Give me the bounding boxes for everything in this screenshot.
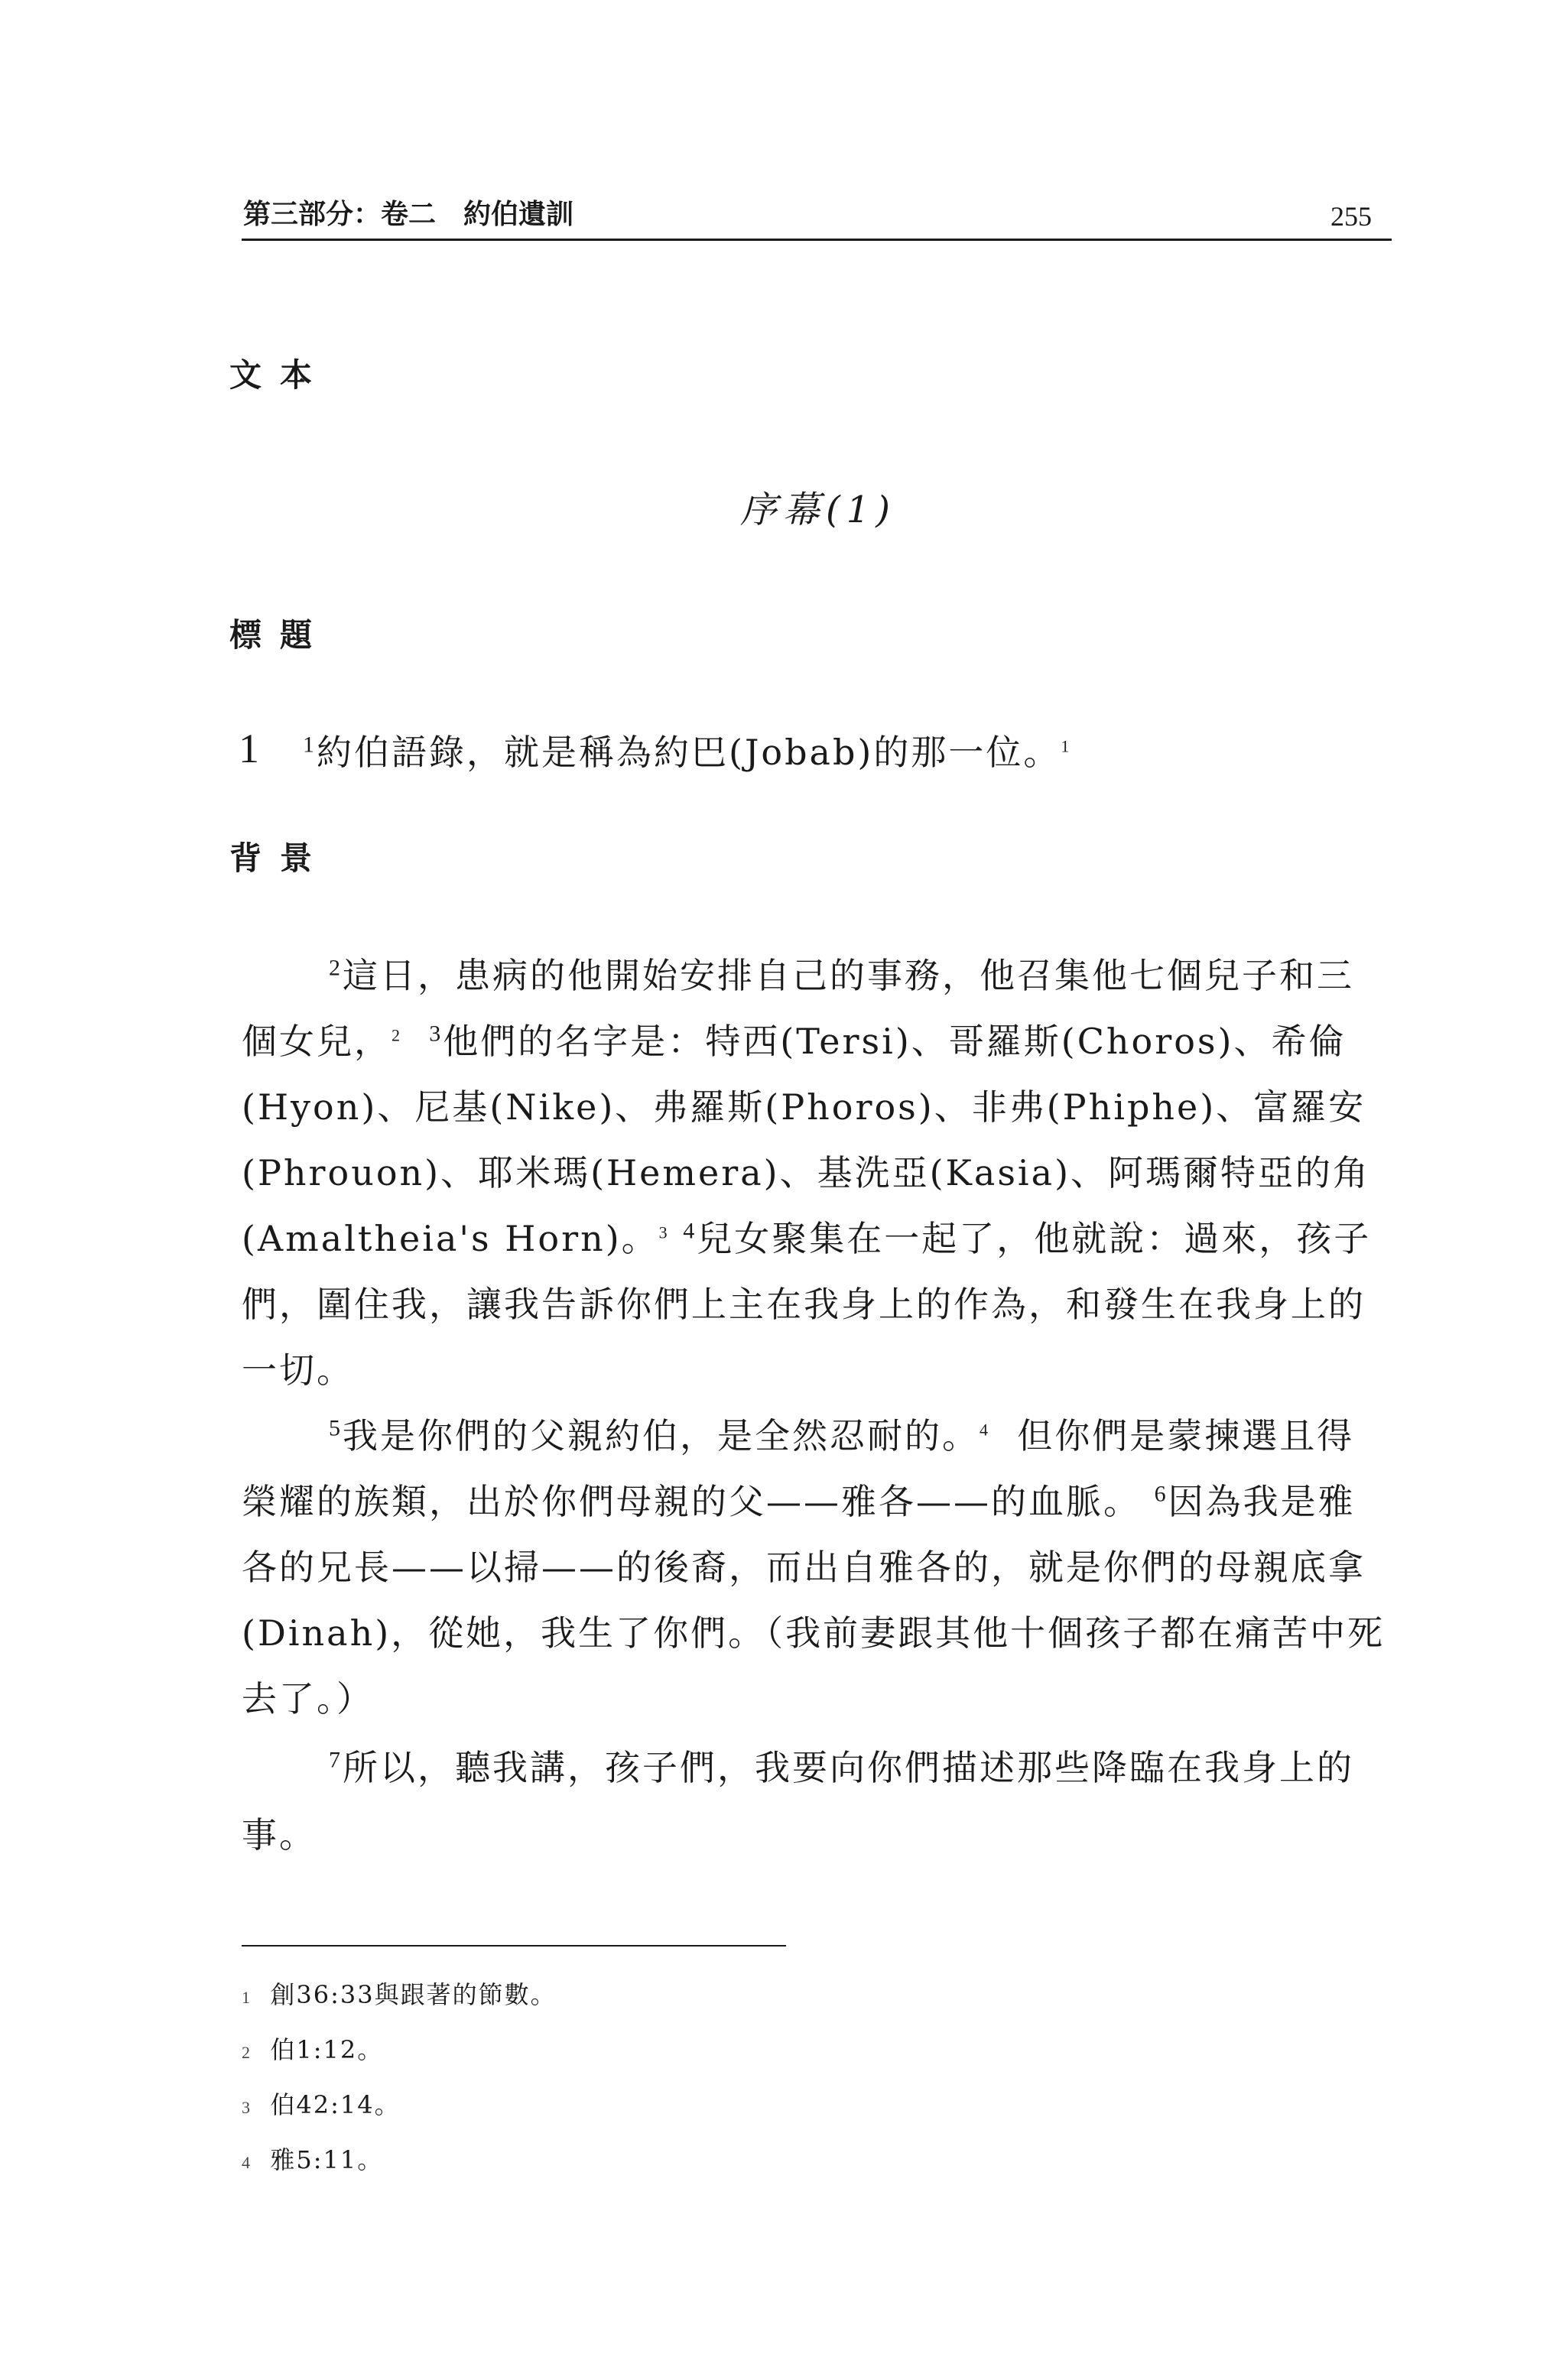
para1-line3: (Hyon)、尼基(Nike)、弗羅斯(Phoros)、非弗(Phiphe)、富羅安 (242, 1086, 1366, 1128)
heading-background: 背景 (229, 839, 331, 877)
para2-line3: 各的兄長——以掃——的後裔，而出自雅各的，就是你們的母親底拿 (242, 1547, 1366, 1588)
para1-line6: 們，圍住我，讓我告訴你們上主在我身上的作為，和發生在我身上的 (242, 1284, 1366, 1325)
text-run: (Amaltheia's Horn)。 (242, 1218, 659, 1259)
para3-line2: 事。 (242, 1814, 317, 1856)
para1-line1 (329, 948, 1354, 998)
verse-number: 3 (429, 1021, 443, 1047)
footnote-mark: 4 (242, 2153, 252, 2172)
verse-number: 4 (683, 1218, 697, 1244)
chapter-title: 序幕(1) (740, 489, 896, 531)
footnote-rule (242, 1945, 786, 1947)
header-rule (242, 239, 1392, 241)
text-run: 這日，患病的他開始安排自己的事務，他召集他七個兒子和三 (343, 955, 1354, 996)
footnote-2 (242, 2031, 383, 2066)
footnote-ref: 3 (658, 1222, 670, 1242)
verse-number: 5 (329, 1415, 343, 1441)
text-run: 我是你們的父親約伯，是全然忍耐的。 (343, 1415, 980, 1456)
section-heading-text: 文本 (229, 356, 331, 394)
text-run: 因為我是雅 (1168, 1481, 1356, 1522)
running-header-title: 第三部分：卷二 約伯遺訓 (243, 199, 574, 230)
verse-number: 7 (329, 1747, 343, 1773)
text-run: 但你們是蒙揀選且得 (1017, 1415, 1355, 1456)
chapter-number: 1 (239, 726, 259, 771)
para2-line2 (242, 1474, 1356, 1524)
footnote-ref: 1 (1061, 736, 1072, 756)
para1-line7: 一切。 (242, 1349, 354, 1391)
para1-line2 (242, 1014, 1346, 1064)
footnote-text: 創36:33與跟著的節數。 (270, 1980, 557, 2009)
verse-1 (303, 725, 1071, 775)
footnote-text: 伯1:12。 (270, 2035, 384, 2064)
footnote-4 (242, 2141, 383, 2176)
verse-number: 1 (303, 732, 317, 758)
footnote-3 (242, 2086, 401, 2121)
para2-line5: 去了。） (242, 1678, 374, 1719)
text-run: 他們的名字是：特西(Tersi)、哥羅斯(Choros)、希倫 (443, 1021, 1347, 1062)
footnote-1 (242, 1976, 557, 2011)
para2-line1 (329, 1408, 1354, 1459)
page-number: 255 (1330, 201, 1372, 232)
verse-number: 2 (329, 955, 343, 981)
para2-line4: (Dinah)，從她，我生了你們。（我前妻跟其他十個孩子都在痛苦中死 (242, 1612, 1386, 1654)
heading-title: 標題 (229, 616, 331, 654)
para1-line4: (Phrouon)、耶米瑪(Hemera)、基洗亞(Kasia)、阿瑪爾特亞的角 (242, 1152, 1371, 1193)
para3-line1 (329, 1740, 1354, 1791)
verse-text: 約伯語錄，就是稱為約巴(Jobab)的那一位。 (317, 732, 1061, 773)
footnote-ref: 4 (980, 1420, 990, 1440)
text-run: 榮耀的族類，出於你們母親的父——雅各——的血脈。 (242, 1481, 1141, 1522)
text-run: 所以，聽我講，孩子們，我要向你們描述那些降臨在我身上的 (343, 1747, 1354, 1788)
verse-number: 6 (1154, 1481, 1168, 1507)
footnote-ref: 2 (392, 1025, 402, 1045)
footnote-mark: 1 (242, 1988, 252, 2007)
footnote-text: 伯42:14。 (270, 2090, 401, 2119)
footnote-text: 雅5:11。 (270, 2145, 384, 2174)
para1-line5 (242, 1211, 1371, 1261)
footnote-mark: 3 (242, 2098, 252, 2117)
text-run: 兒女聚集在一起了，他就說：過來，孩子 (697, 1218, 1372, 1259)
footnote-mark: 2 (242, 2043, 252, 2062)
text-run: 個女兒， (242, 1021, 392, 1062)
